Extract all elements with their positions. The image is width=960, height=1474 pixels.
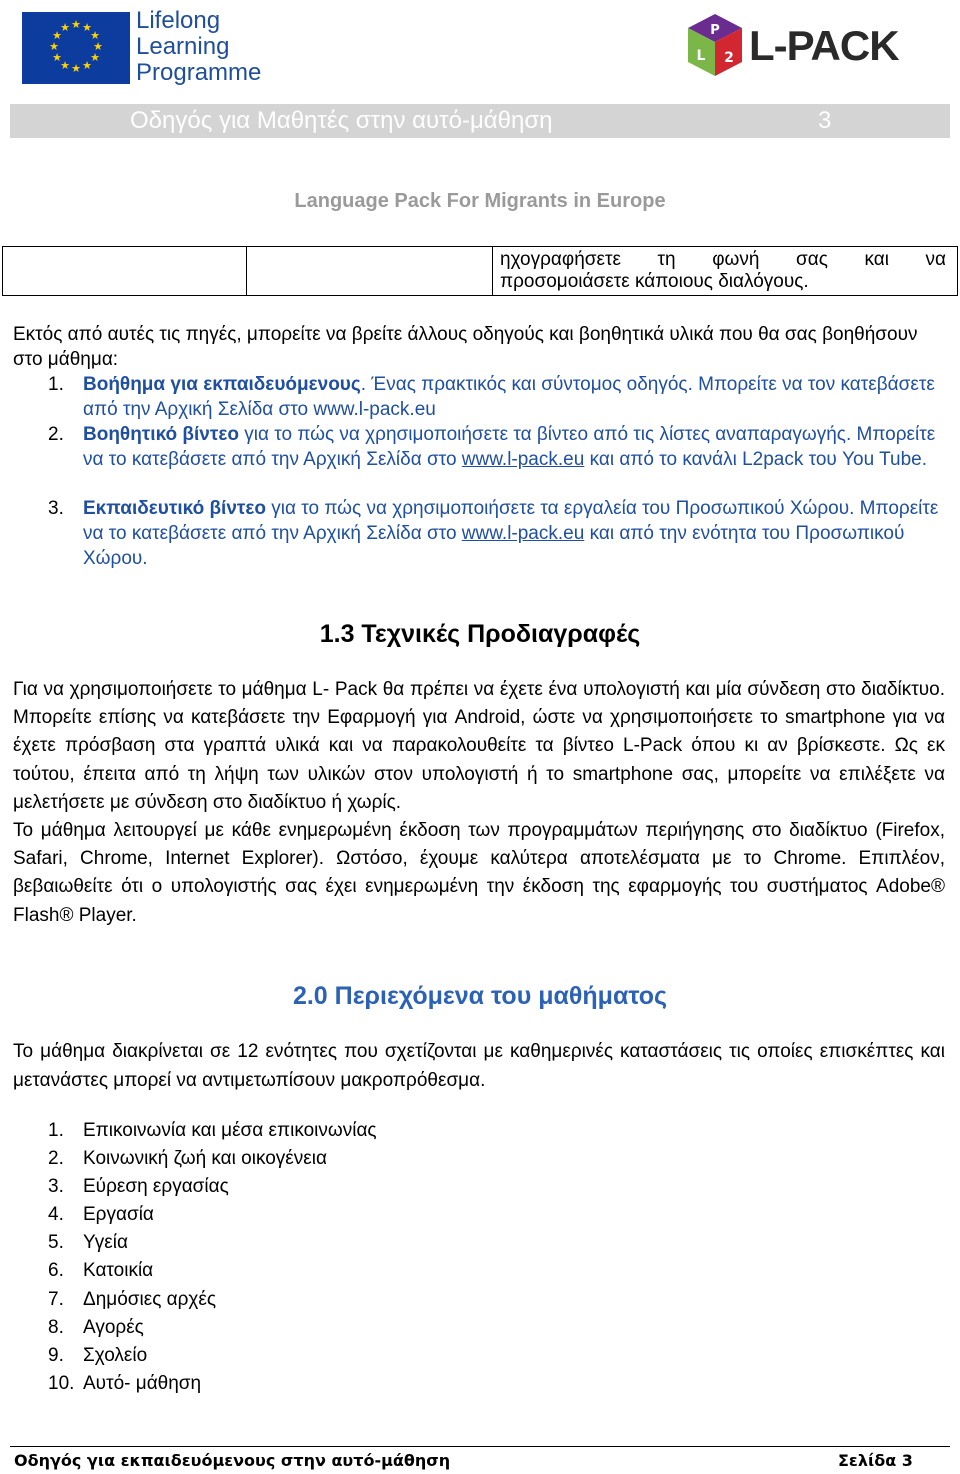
svg-text:★: ★ [52, 51, 62, 64]
llp-line3: Programme [136, 59, 262, 86]
module-item [48, 1232, 128, 1254]
section-heading-specs: 1.3 Τεχνικές Προδιαγραφές [319, 620, 641, 648]
list-number: 2. [48, 424, 64, 445]
svg-text:L: L [696, 48, 706, 64]
module-item [48, 1289, 216, 1311]
svg-text:★: ★ [93, 40, 103, 53]
section-heading-content: 2.0 Περιεχόμενα του μαθήματος [292, 982, 668, 1010]
list-number: 7. [48, 1289, 64, 1310]
module-label: Εργασία [83, 1204, 154, 1225]
title-chapter-number: 3 [818, 107, 832, 134]
page-title: Οδηγός για Μαθητές στην αυτό-μάθηση [130, 107, 553, 134]
resource-item-3 [48, 496, 944, 571]
title-band [10, 104, 950, 138]
svg-text:★: ★ [60, 59, 70, 72]
intro-paragraph: Εκτός από αυτές τις πηγές, μπορείτε να βρείτε άλλους οδηγούς και βοηθητικά υλικά που θα σας βοηθήσουν στο μάθημα: [13, 324, 918, 370]
resource-separator: . [360, 374, 367, 395]
content-intro-paragraph: Το μάθημα διακρίνεται σε 12 ενότητες που σχετίζονται με καθημερινές καταστάσεις τις οποίες επισκέπτες και μετανάστες μπορεί να αντιμετωπίσουν μακροπρόθεσμα. [13, 1041, 945, 1091]
lpack-logo [684, 12, 924, 78]
module-label: Υγεία [83, 1232, 128, 1253]
module-item [48, 1148, 327, 1170]
table-divider [246, 247, 247, 295]
specs-paragraph: Το μάθημα λειτουργεί με κάθε ενημερωμένη έκδοση των προγραμμάτων περιήγησης στο διαδίκτυο (Firefox, Safari, Chrome, Internet Explorer). Ωστόσο, έχουμε καλύτερα αποτελέσματα με το Chrome. Επιπλέον, βεβαιωθείτε ότι ο υπολογιστής σας έχει ενημερωμένη την έκδοση της εφαρμογής του συστήματος Adobe® Flash® Player. [13, 820, 945, 926]
resource-text [83, 496, 944, 571]
resource-title: Εκπαιδευτικό βίντεο [83, 498, 266, 519]
svg-text:2: 2 [724, 50, 734, 66]
resource-description-tail: και από το κανάλι L2pack του You Tube. [584, 449, 927, 470]
list-number: 5. [48, 1232, 64, 1253]
resource-item-1 [48, 372, 944, 422]
resource-text [83, 422, 944, 472]
eu-flag-icon [22, 12, 130, 84]
svg-text:P: P [710, 23, 720, 38]
module-item [48, 1204, 154, 1226]
list-number: 6. [48, 1260, 64, 1281]
specs-paragraph: Για να χρησιμοποιήσετε το μάθημα L- Pack θα πρέπει να έχετε ένα υπολογιστή και μία σύνδεση στο διαδίκτυο. Μπορείτε επίσης να κατεβάσετε την Εφαρμογή για Android, ώστε να χρησιμοποιήσετε το smartphone για να έχετε πρόσβαση στα γραπτά υλικά και να παρακολουθείτε τα βίντεο L-Pack όπου κι αν βρίσκεστε. Ως εκ τούτου, έπειτα από τη λήψη των υλικών στον υπολογιστή ή το smartphone σας, μπορείτε να επιλέξετε να μελετήσετε με σύνδεση στο διαδίκτυο ή χωρίς. [13, 679, 945, 813]
list-number: 8. [48, 1317, 64, 1338]
llp-logo-text [136, 8, 276, 86]
list-number: 2. [48, 1148, 64, 1169]
llp-line1: Lifelong [136, 7, 221, 34]
lpack-logo-text: L-PACK [749, 22, 899, 69]
footer-divider [10, 1446, 950, 1447]
table-cell-line: προσομοιάσετε κάποιους διαλόγους. [500, 271, 809, 292]
module-item [48, 1120, 377, 1142]
svg-text:★: ★ [90, 51, 100, 64]
svg-text:★: ★ [49, 40, 59, 53]
specs-paragraphs [13, 676, 945, 930]
resource-description: Ένας πρακτικός και σύντομος οδηγός. Μπορείτε να τον κατεβάσετε από την Αρχική Σελίδα στο www.l-pack.eu [83, 374, 935, 420]
resource-title: Βοηθητικό βίντεο [83, 424, 239, 445]
resource-link[interactable]: www.l-pack.eu [461, 449, 585, 470]
list-number: 3. [48, 498, 64, 519]
svg-text:★: ★ [60, 21, 70, 34]
list-number: 10. [48, 1373, 75, 1394]
module-label: Εύρεση εργασίας [83, 1176, 229, 1197]
svg-text:★: ★ [82, 59, 92, 72]
module-item [48, 1260, 153, 1282]
module-item [48, 1317, 144, 1339]
list-number: 4. [48, 1204, 64, 1225]
resource-text [83, 372, 944, 422]
svg-text:★: ★ [90, 29, 100, 42]
lpack-cube-icon [684, 12, 746, 78]
svg-text:★: ★ [71, 18, 81, 31]
list-number: 1. [48, 1120, 64, 1141]
module-item [48, 1373, 201, 1395]
footer-doc-title: Οδηγός για εκπαιδευόμενους στην αυτό-μάθηση [14, 1451, 451, 1470]
resource-item-2 [48, 422, 944, 472]
footer-page-number: Σελίδα 3 [838, 1451, 913, 1470]
table-cell [500, 249, 946, 293]
table-divider [492, 247, 493, 295]
list-number: 9. [48, 1345, 64, 1366]
module-item [48, 1176, 229, 1198]
table-cell-line: ηχογραφήσετε τη φωνή σας και να [500, 249, 946, 270]
module-label: Κοινωνική ζωή και οικογένεια [83, 1148, 327, 1169]
resource-description: για το πώς να χρησιμοποιήσετε τα εργαλεία του Προσωπικού Χώρου. Μπορείτε να το κατεβάσετε από την Αρχική Σελίδα στο [83, 498, 939, 544]
table-fragment [2, 246, 958, 296]
page-subtitle: Language Pack For Migrants in Europe [294, 190, 666, 212]
module-label: Επικοινωνία και μέσα επικοινωνίας [83, 1120, 377, 1141]
svg-text:★: ★ [82, 21, 92, 34]
resource-title: Βοήθημα για εκπαιδευόμενους [83, 374, 361, 395]
module-item [48, 1345, 147, 1367]
llp-line2: Learning [136, 33, 230, 60]
module-label: Αυτό- μάθηση [83, 1373, 202, 1394]
llp-logo [22, 7, 272, 90]
list-number: 1. [48, 374, 64, 395]
resource-description-tail: και από την ενότητα του Προσωπικού Χώρου. [83, 523, 905, 569]
resource-link[interactable]: www.l-pack.eu [461, 523, 585, 544]
list-number: 3. [48, 1176, 64, 1197]
resource-description: για το πώς να χρησιμοποιήσετε τα βίντεο από τις λίστες αναπαραγωγής. Μπορείτε να το κατεβάσετε από την Αρχική Σελίδα στο [83, 424, 936, 470]
module-label: Κατοικία [83, 1260, 154, 1281]
module-label: Αγορές [83, 1317, 144, 1338]
module-label: Δημόσιες αρχές [83, 1289, 217, 1310]
svg-text:★: ★ [71, 62, 81, 75]
svg-text:★: ★ [52, 29, 62, 42]
module-label: Σχολείο [83, 1345, 148, 1366]
